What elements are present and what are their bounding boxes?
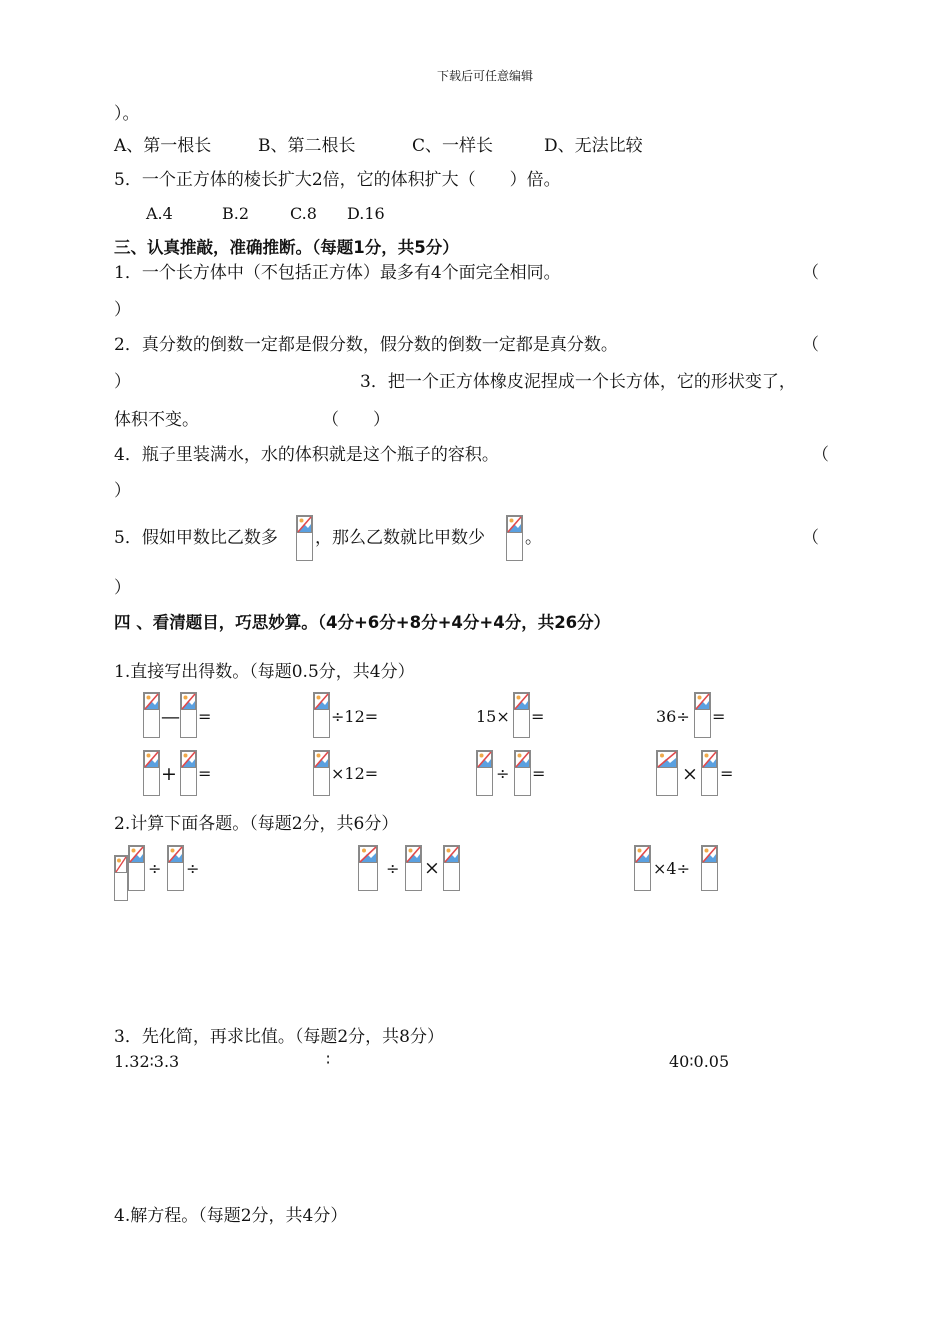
q5-option-d: D.16 — [347, 204, 385, 223]
broken-image-icon — [143, 692, 160, 738]
ratio-2: ∶ — [326, 1050, 331, 1069]
section-4-title: 四 、看清题目，巧思妙算。（4分+6分+8分+4分+4分，共26分） — [114, 613, 611, 632]
broken-image-icon — [476, 750, 493, 796]
statement-5-mid: ，那么乙数就比甲数少 — [315, 528, 485, 548]
div-sign: ÷ — [148, 859, 162, 878]
equals-sign: = — [198, 707, 212, 726]
equals-sign: = — [532, 764, 546, 783]
statement-3-paren: （ ） — [322, 410, 390, 430]
broken-image-icon — [405, 845, 422, 891]
option-a: A、第一根长 — [114, 136, 212, 156]
statement-4: 4．瓶子里装满水，水的体积就是这个瓶子的容积。 — [114, 445, 499, 465]
times-sign: × — [424, 857, 440, 879]
div-sign: ÷ — [496, 764, 510, 783]
paren-close: ） — [114, 372, 131, 392]
broken-image-icon — [128, 845, 145, 891]
broken-image-icon — [694, 692, 711, 738]
statement-2: 2．真分数的倒数一定都是假分数，假分数的倒数一定都是真分数。 — [114, 335, 618, 355]
times-12: ×12= — [331, 764, 379, 783]
broken-image-icon — [313, 692, 330, 738]
broken-image-icon — [506, 515, 523, 561]
div-36: 36÷ — [656, 707, 690, 726]
broken-image-icon — [313, 750, 330, 796]
broken-image-icon — [514, 750, 531, 796]
q5-option-c: C.8 — [290, 204, 317, 223]
paren-open: （ — [812, 445, 829, 465]
ratio-3: 40∶0.05 — [669, 1052, 730, 1071]
statement-3: 3．把一个正方体橡皮泥捏成一个长方体，它的形状变了， — [360, 372, 796, 392]
question-5: 5．一个正方体的棱长扩大2倍，它的体积扩大（ ）倍。 — [114, 170, 561, 190]
broken-image-icon — [180, 750, 197, 796]
section-3-title: 三、认真推敲，准确推断。（每题1分，共5分） — [114, 238, 459, 257]
paren-close: ） — [114, 300, 131, 320]
broken-image-icon — [701, 750, 718, 796]
broken-image-icon — [296, 515, 313, 561]
equals-sign: = — [198, 764, 212, 783]
statement-1: 1．一个长方体中（不包括正方体）最多有4个面完全相同。 — [114, 263, 561, 283]
statement-5: 5．假如甲数比乙数多 — [114, 528, 278, 548]
ratio-1: 1.32∶3.3 — [114, 1052, 180, 1071]
broken-image-icon — [167, 845, 184, 891]
broken-image-icon — [656, 750, 678, 796]
broken-image-icon — [634, 845, 651, 891]
part-3-title: 3．先化简，再求比值。（每题2分，共8分） — [114, 1027, 444, 1047]
broken-image-icon — [143, 750, 160, 796]
page-header: 下载后可任意编辑 — [437, 69, 534, 83]
option-d: D、无法比较 — [544, 136, 643, 156]
plus-sign: + — [161, 763, 177, 785]
times-15: 15× — [476, 707, 510, 726]
broken-image-icon — [358, 845, 378, 891]
q5-option-a: A.4 — [146, 204, 173, 223]
question-tail: ）。 — [114, 104, 140, 124]
statement-5-end: 。 — [525, 528, 542, 548]
broken-image-icon — [180, 692, 197, 738]
paren-close: ） — [114, 481, 131, 501]
paren-open: （ — [802, 335, 819, 355]
part-4-title: 4.解方程。（每题2分，共4分） — [114, 1206, 348, 1226]
broken-image-icon — [443, 845, 460, 891]
part-1-title: 1.直接写出得数。（每题0.5分，共4分） — [114, 662, 415, 682]
equals-sign: = — [712, 707, 726, 726]
paren-open: （ — [802, 528, 819, 548]
part-2-title: 2.计算下面各题。（每题2分，共6分） — [114, 814, 399, 834]
broken-image-icon — [114, 855, 128, 901]
times-sign: × — [682, 763, 698, 785]
equals-sign: = — [531, 707, 545, 726]
paren-open: （ — [802, 263, 819, 283]
div-12: ÷12= — [331, 707, 379, 726]
minus-sign: — — [161, 706, 180, 728]
times-4-div: ×4÷ — [653, 859, 690, 878]
statement-3-cont: 体积不变。 — [114, 410, 199, 430]
q5-option-b: B.2 — [222, 204, 250, 223]
option-b: B、第二根长 — [258, 136, 356, 156]
broken-image-icon — [701, 845, 718, 891]
equals-sign: = — [720, 764, 734, 783]
div-sign: ÷ — [186, 859, 200, 878]
broken-image-icon — [513, 692, 530, 738]
option-c: C、一样长 — [412, 136, 494, 156]
paren-close: ） — [114, 578, 131, 598]
div-sign: ÷ — [386, 859, 400, 878]
